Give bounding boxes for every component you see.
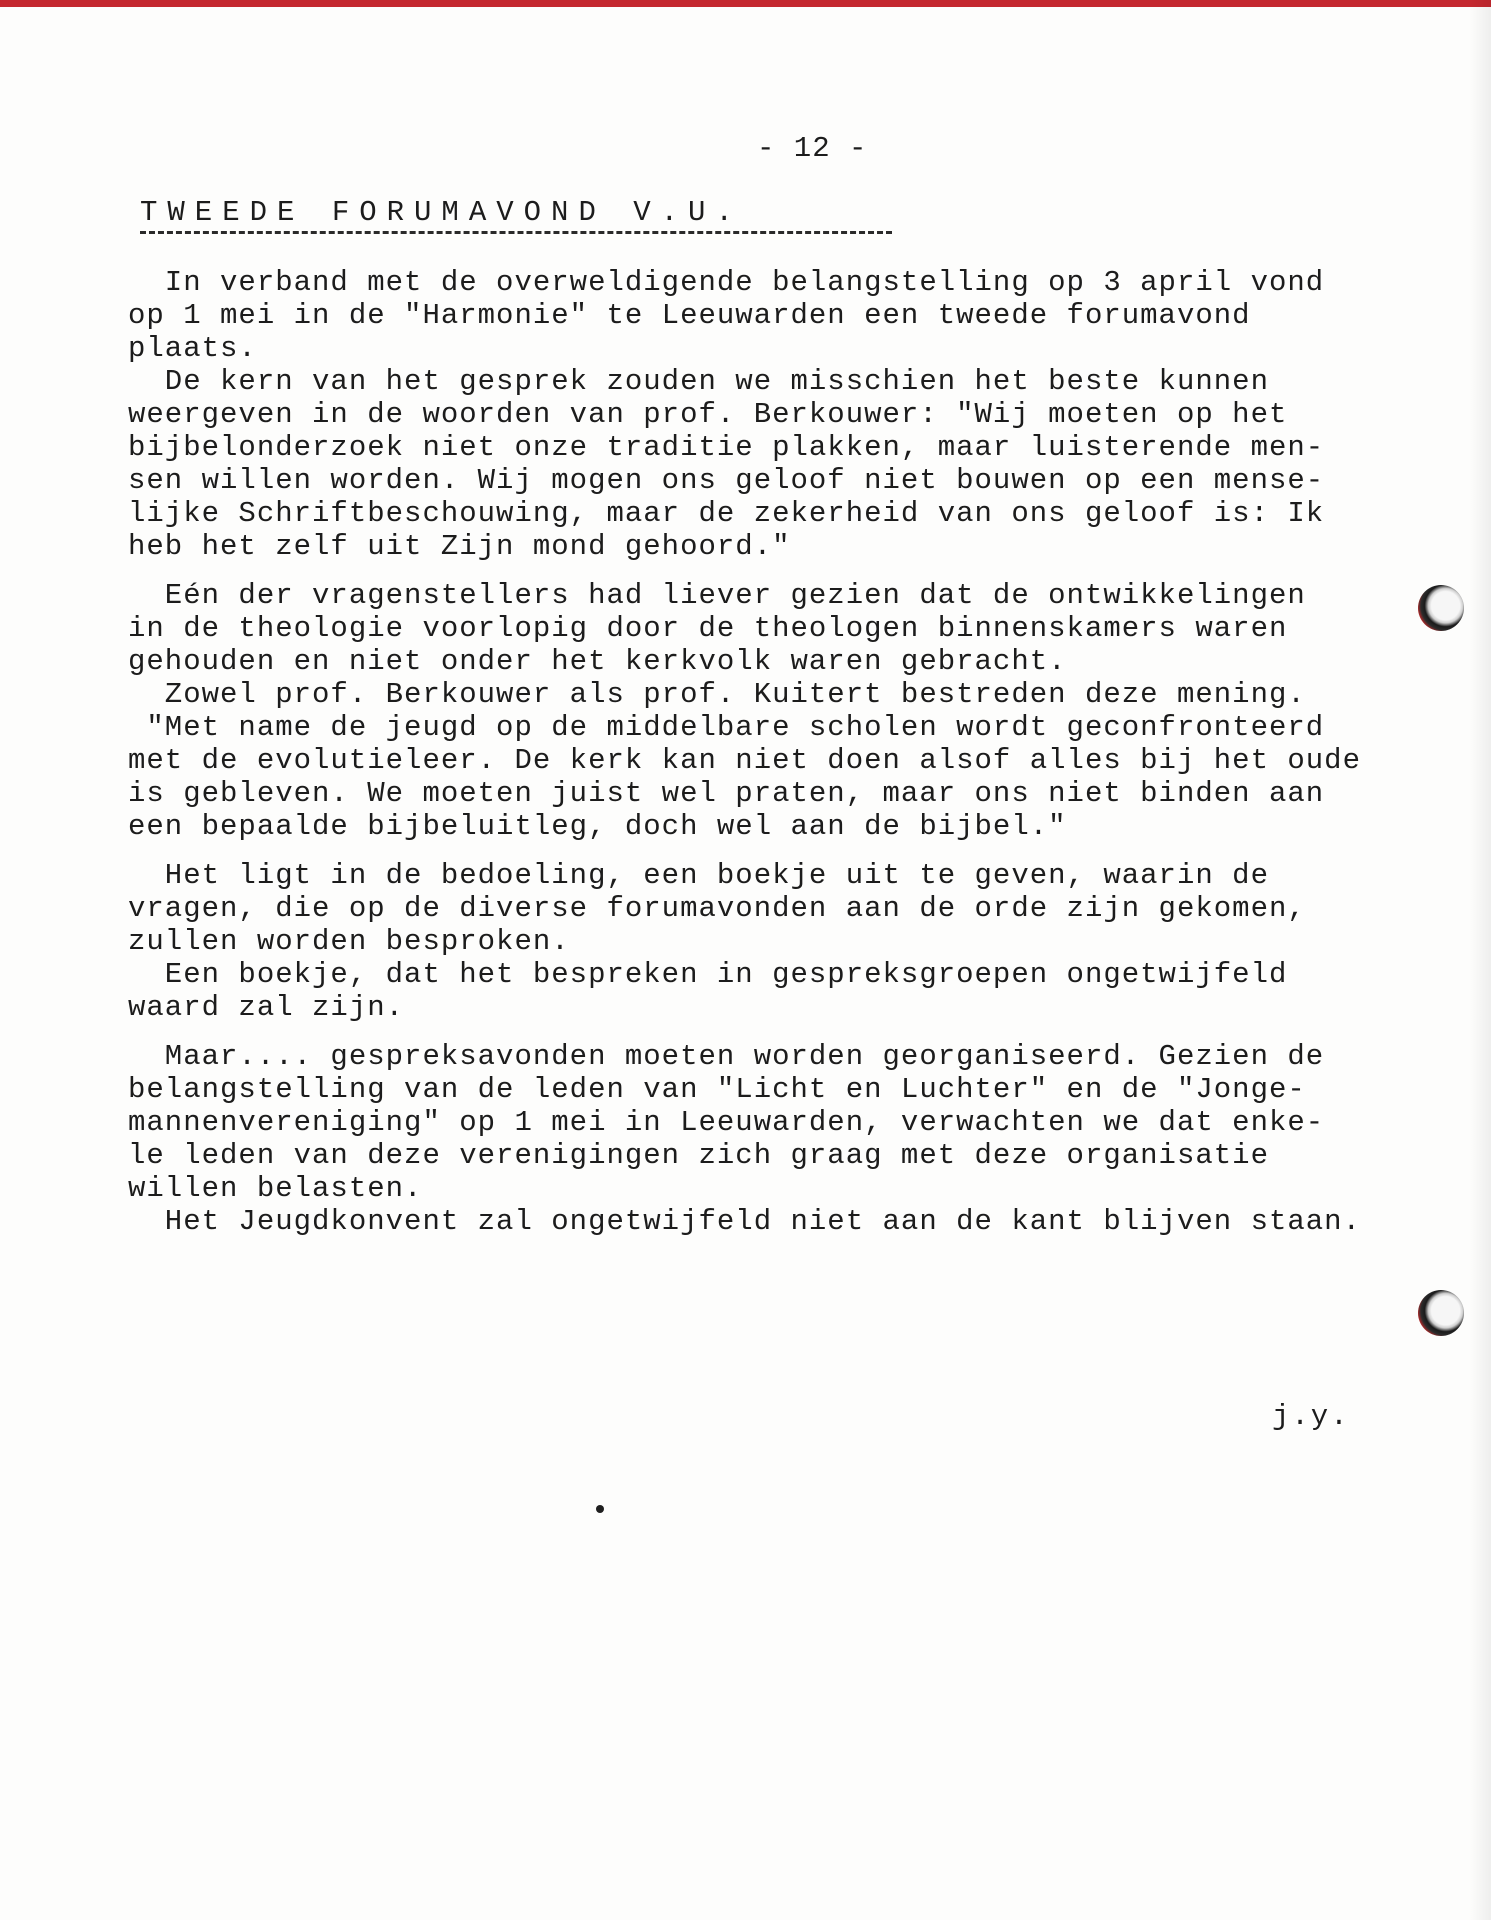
text-line: weergeven in de woorden van prof. Berkouwer: "Wij moeten op het [128, 398, 1288, 431]
text-line: waard zal zijn. [128, 991, 405, 1024]
paragraph-gap [128, 843, 1468, 859]
red-top-border [0, 0, 1491, 7]
text-line: belangstelling van de leden van "Licht en Luchter" en de "Jonge- [128, 1073, 1306, 1106]
text-line: In verband met de overweldigende belangstelling op 3 april vond [128, 266, 1325, 299]
text-line: Zowel prof. Berkouwer als prof. Kuitert bestreden deze mening. [128, 678, 1306, 711]
text-line: lijke Schriftbeschouwing, maar de zekerheid van ons geloof is: Ik [128, 497, 1325, 530]
punch-hole-icon [1418, 1290, 1464, 1336]
text-line: mannenvereniging" op 1 mei in Leeuwarden, verwachten we dat enke- [128, 1106, 1325, 1139]
text-line: met de evolutieleer. De kerk kan niet doen alsof alles bij het oude [128, 744, 1361, 777]
text-line: Eén der vragenstellers had liever gezien dat de ontwikkelingen [128, 579, 1306, 612]
text-line: is gebleven. We moeten juist wel praten, maar ons niet binden aan [128, 777, 1325, 810]
text-line: Maar.... gespreksavonden moeten worden georganiseerd. Gezien de [128, 1040, 1325, 1073]
text-line: zullen worden besproken. [128, 925, 570, 958]
text-line: een bepaalde bijbeluitleg, doch wel aan de bijbel." [128, 810, 1067, 843]
punch-hole-icon [1418, 585, 1464, 631]
text-line: Een boekje, dat het bespreken in gespreksgroepen ongetwijfeld [128, 958, 1288, 991]
text-line: Het ligt in de bedoeling, een boekje uit te geven, waarin de [128, 859, 1269, 892]
text-line: willen belasten. [128, 1172, 423, 1205]
ink-speck [596, 1505, 604, 1513]
paragraph-2 [128, 579, 1468, 843]
author-signature: j.y. [1272, 1400, 1350, 1433]
text-line: Het Jeugdkonvent zal ongetwijfeld niet aan de kant blijven staan. [128, 1205, 1361, 1238]
text-line: "Met name de jeugd op de middelbare scholen wordt geconfronteerd [128, 711, 1325, 744]
text-line: De kern van het gesprek zouden we misschien het beste kunnen [128, 365, 1269, 398]
page-number: - 12 - [757, 132, 868, 165]
paragraph-3 [128, 859, 1468, 1024]
article-heading: TWEEDE FORUMAVOND V.U. [140, 196, 892, 234]
text-line: vragen, die op de diverse forumavonden aan de orde zijn gekomen, [128, 892, 1306, 925]
text-line: plaats. [128, 332, 257, 365]
text-line: op 1 mei in de "Harmonie" te Leeuwarden een tweede forumavond [128, 299, 1251, 332]
text-line: gehouden en niet onder het kerkvolk waren gebracht. [128, 645, 1067, 678]
article-body [128, 266, 1468, 1238]
text-line: le leden van deze verenigingen zich graag met deze organisatie [128, 1139, 1269, 1172]
text-line: sen willen worden. Wij mogen ons geloof niet bouwen op een mense- [128, 464, 1325, 497]
paragraph-1 [128, 266, 1468, 563]
paragraph-4 [128, 1040, 1468, 1238]
page-edge-shadow [1469, 0, 1491, 1920]
text-line: bijbelonderzoek niet onze traditie plakken, maar luisterende men- [128, 431, 1325, 464]
paragraph-gap [128, 1024, 1468, 1040]
text-line: heb het zelf uit Zijn mond gehoord." [128, 530, 791, 563]
text-line: in de theologie voorlopig door de theologen binnenskamers waren [128, 612, 1288, 645]
paragraph-gap [128, 563, 1468, 579]
